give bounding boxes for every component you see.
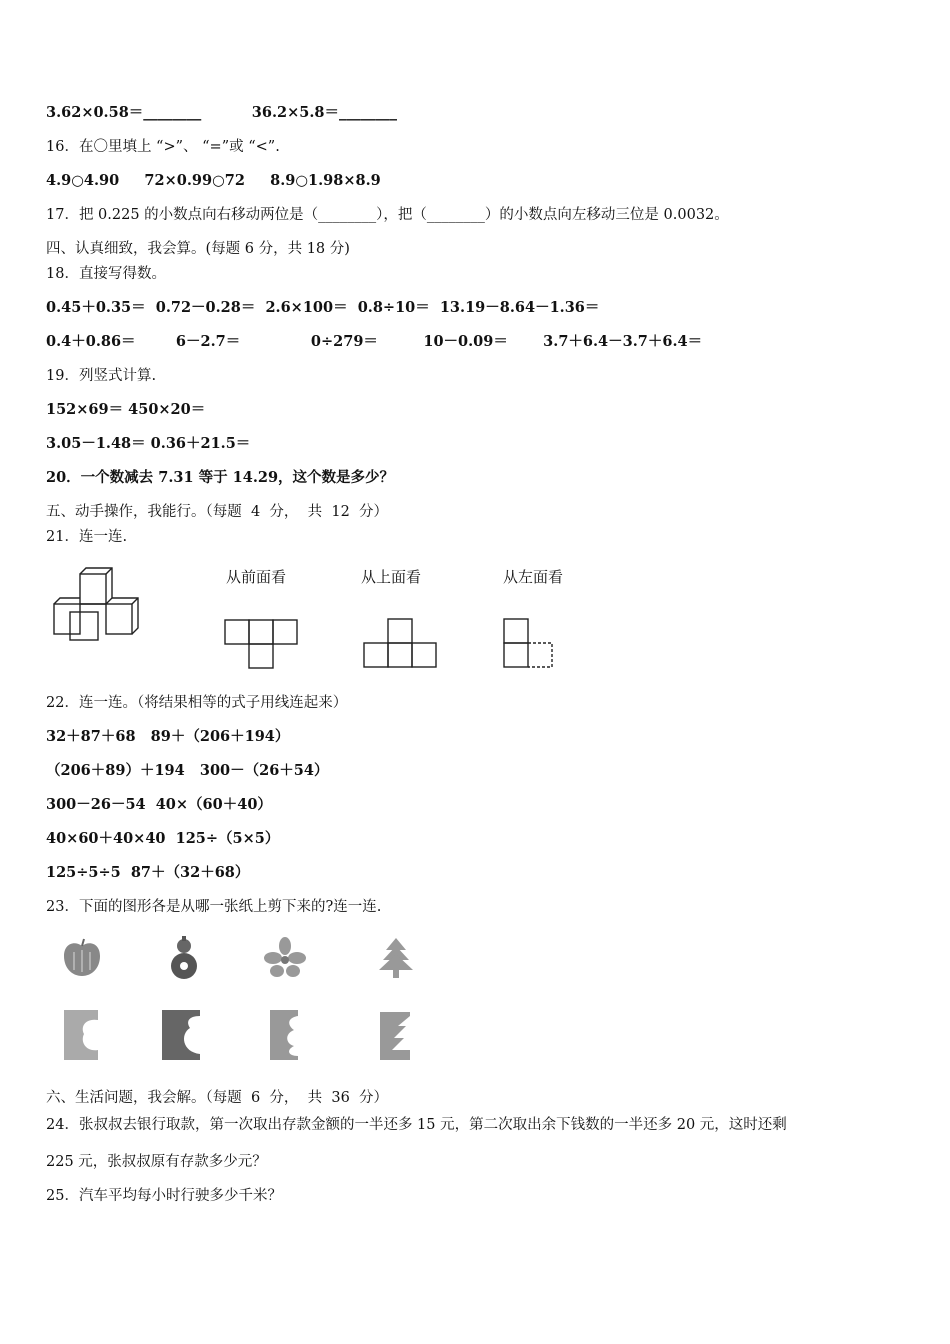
view-top-label: 从上面看 [361,568,422,586]
q19-row-1: 152×69＝ 450×20＝ [46,401,206,418]
paper-tree-cut[interactable] [378,1008,414,1066]
q24-text-2: 225 元，张叔叔原有存款多少元？ [46,1154,267,1170]
q25-text: 25．汽车平均每小时行驶多少千米？ [46,1188,282,1204]
paper-apple-cut[interactable] [62,1008,102,1066]
cube-stack-figure [48,566,148,642]
q17-text: 17．把 0.225 的小数点向右移动两位是（________），把（________）的小数点向左移动三位是 0.0032。 [46,207,729,223]
q22-row-2: （206＋89）＋194 300－（26＋54） [46,762,329,779]
top-view-shape[interactable] [360,616,440,672]
flower-shape[interactable] [263,936,307,984]
section-6-title: 六、生活问题，我会解。（每题 6 分， 共 36 分） [46,1090,389,1106]
view-left-label: 从左面看 [503,568,564,586]
q18-row-2: 0.4＋0.86＝ 6－2.7＝ 0÷279＝ 10－0.09＝ 3.7＋6.4－3.7＋6.4＝ [46,333,703,350]
section-5-title: 五、动手操作，我能行。（每题 4 分， 共 12 分） [46,504,389,520]
q19-row-2: 3.05－1.48＝ 0.36＋21.5＝ [46,435,251,452]
q23-title: 23．下面的图形各是从哪一张纸上剪下来的?连一连. [46,899,382,915]
q19-title: 19．列竖式计算. [46,368,157,384]
apple-shape[interactable] [60,936,104,984]
q22-row-1: 32＋87＋68 89＋（206＋194） [46,728,290,745]
q18-row-1: 0.45＋0.35＝ 0.72－0.28＝ 2.6×100＝ 0.8÷10＝ 13.19－8.64－1.36＝ [46,299,600,316]
left-view-shape[interactable] [500,616,556,672]
q21-title: 21．连一连. [46,529,128,545]
q24-text-1: 24．张叔叔去银行取款，第一次取出存款金额的一半还多 15 元，第二次取出余下钱数的一半还多 20 元，这时还剩 [46,1117,787,1133]
view-front-label: 从前面看 [226,568,287,586]
q20-text: 20．一个数减去 7.31 等于 14.29，这个数是多少？ [46,469,395,486]
q22-row-4: 40×60＋40×40 125÷（5×5） [46,830,280,847]
section-4-title: 四、认真细致，我会算。(每题 6 分，共 18 分) [46,241,350,257]
line-15-calc: 3.62×0.58＝________ 36.2×5.8＝________ [46,104,397,121]
q16-title: 16．在〇里填上 “>”、 “=”或 “<”. [46,139,280,155]
paper-gourd-cut[interactable] [160,1008,204,1066]
q16-items: 4.9○4.90 72×0.99○72 8.9○1.98×8.9 [46,172,381,189]
gourd-shape[interactable] [164,934,204,984]
q22-title: 22．连一连。（将结果相等的式子用线连起来） [46,695,348,711]
tree-shape[interactable] [376,936,416,984]
paper-flower-cut[interactable] [268,1008,304,1066]
front-view-shape[interactable] [222,616,302,672]
q22-row-3: 300－26－54 40×（60＋40） [46,796,272,813]
q18-title: 18．直接写得数。 [46,266,166,282]
q22-row-5: 125÷5÷5 87＋（32＋68） [46,864,250,881]
